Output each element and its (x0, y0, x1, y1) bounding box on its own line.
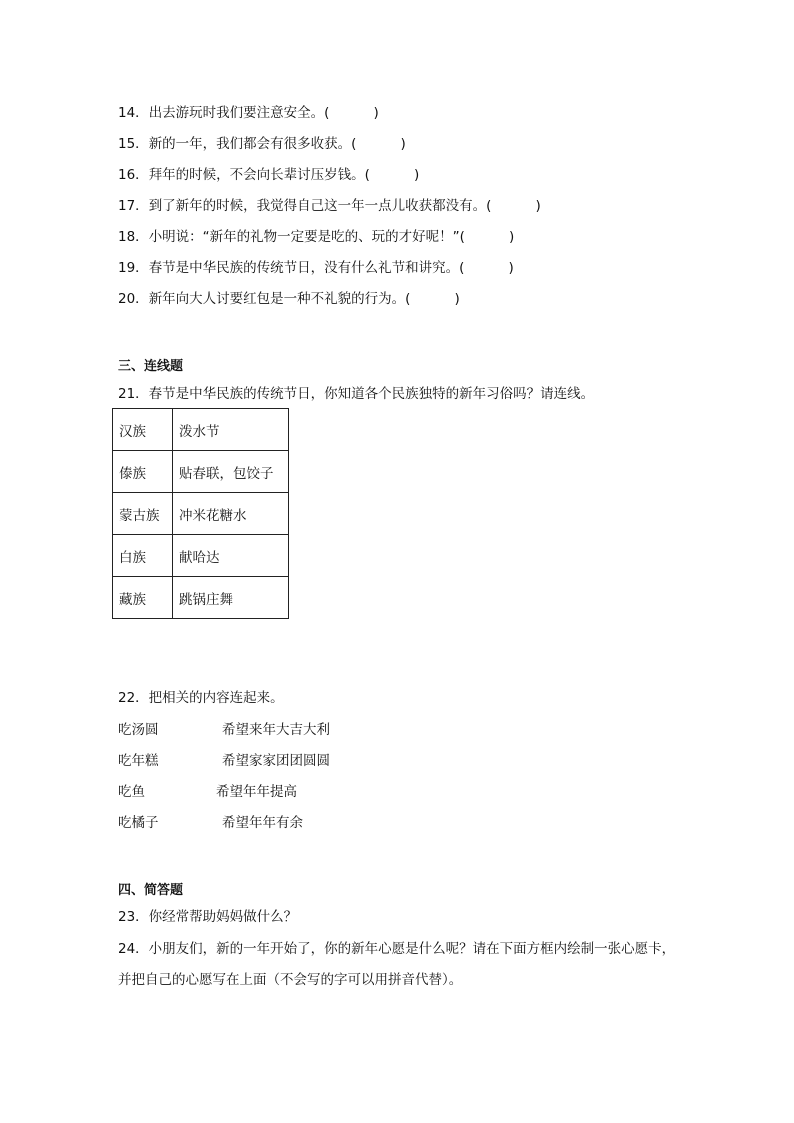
question-14 (118, 104, 379, 122)
closing-paren: ) (373, 105, 379, 121)
wish-item[interactable]: 希望家家团团圆圆 (222, 753, 330, 769)
question-number: 20． (118, 291, 149, 307)
question-15 (118, 135, 406, 153)
question-24-line1: 24．小朋友们，新的一年开始了，你的新年心愿是什么呢？请在下面方框内绘制一张心愿卡， (118, 941, 676, 957)
question-number: 14． (118, 105, 149, 121)
wish-item[interactable]: 希望年年提高 (216, 784, 297, 800)
question-19 (118, 259, 514, 277)
ethnic-group-cell[interactable]: 汉族 (113, 409, 173, 451)
custom-cell[interactable]: 跳锅庄舞 (173, 577, 289, 619)
question-23: 23．你经常帮助妈妈做什么？ (118, 909, 298, 925)
closing-paren: ) (508, 229, 515, 245)
wish-item[interactable]: 希望来年大吉大利 (222, 722, 330, 738)
section-heading-matching: 三、连线题 (118, 359, 184, 374)
food-item[interactable]: 吃橘子 (118, 815, 159, 831)
question-24-line2: 并把自己的心愿写在上面（不会写的字可以用拼音代替）。 (118, 972, 463, 988)
custom-cell[interactable]: 泼水节 (173, 409, 289, 451)
question-text: 新的一年，我们都会有很多收获。( (148, 136, 357, 152)
food-item[interactable]: 吃汤圆 (118, 722, 159, 738)
table-row (113, 577, 289, 619)
question-text: 出去游玩时我们要注意安全。( (148, 105, 330, 121)
question-text: 拜年的时候，不会向长辈讨压岁钱。( (148, 167, 370, 183)
question-18 (118, 228, 514, 246)
custom-cell[interactable]: 献哈达 (173, 535, 289, 577)
table-row (113, 409, 289, 451)
closing-paren: ) (508, 260, 514, 276)
question-16 (118, 166, 419, 184)
question-22: 22．把相关的内容连起来。 (118, 690, 284, 706)
ethnic-group-cell[interactable]: 傣族 (113, 451, 173, 493)
food-item[interactable]: 吃年糕 (118, 753, 159, 769)
custom-cell[interactable]: 冲米花糖水 (173, 493, 289, 535)
closing-paren: ) (454, 291, 460, 307)
ethnic-group-cell[interactable]: 蒙古族 (113, 493, 173, 535)
question-number: 19． (118, 260, 149, 276)
closing-paren: ) (413, 167, 420, 183)
section-heading-short-answer: 四、简答题 (118, 883, 184, 898)
question-text: 新年向大人讨要红包是一种不礼貌的行为。( (148, 291, 411, 307)
closing-paren: ) (535, 198, 541, 214)
question-21: 21．春节是中华民族的传统节日，你知道各个民族独特的新年习俗吗？请连线。 (118, 386, 595, 402)
question-text: 到了新年的时候，我觉得自己这一年一点儿收获都没有。( (148, 198, 492, 214)
food-item[interactable]: 吃鱼 (118, 784, 145, 800)
question-number: 15． (118, 136, 149, 152)
table-row (113, 535, 289, 577)
wish-item[interactable]: 希望年年有余 (222, 815, 303, 831)
custom-cell[interactable]: 贴春联，包饺子 (173, 451, 289, 493)
question-text: 春节是中华民族的传统节日，没有什么礼节和讲究。( (148, 260, 465, 276)
question-number: 17． (118, 198, 149, 214)
question-number: 18． (118, 229, 149, 245)
table-row (113, 451, 289, 493)
question-20 (118, 290, 460, 308)
customs-matching-table (112, 408, 289, 619)
question-text: 小明说：“新年的礼物一定要是吃的、玩的才好呢！”( (148, 229, 465, 245)
question-number: 16． (118, 167, 149, 183)
question-17 (118, 197, 541, 215)
table-row (113, 493, 289, 535)
ethnic-group-cell[interactable]: 白族 (113, 535, 173, 577)
ethnic-group-cell[interactable]: 藏族 (113, 577, 173, 619)
closing-paren: ) (400, 136, 406, 152)
